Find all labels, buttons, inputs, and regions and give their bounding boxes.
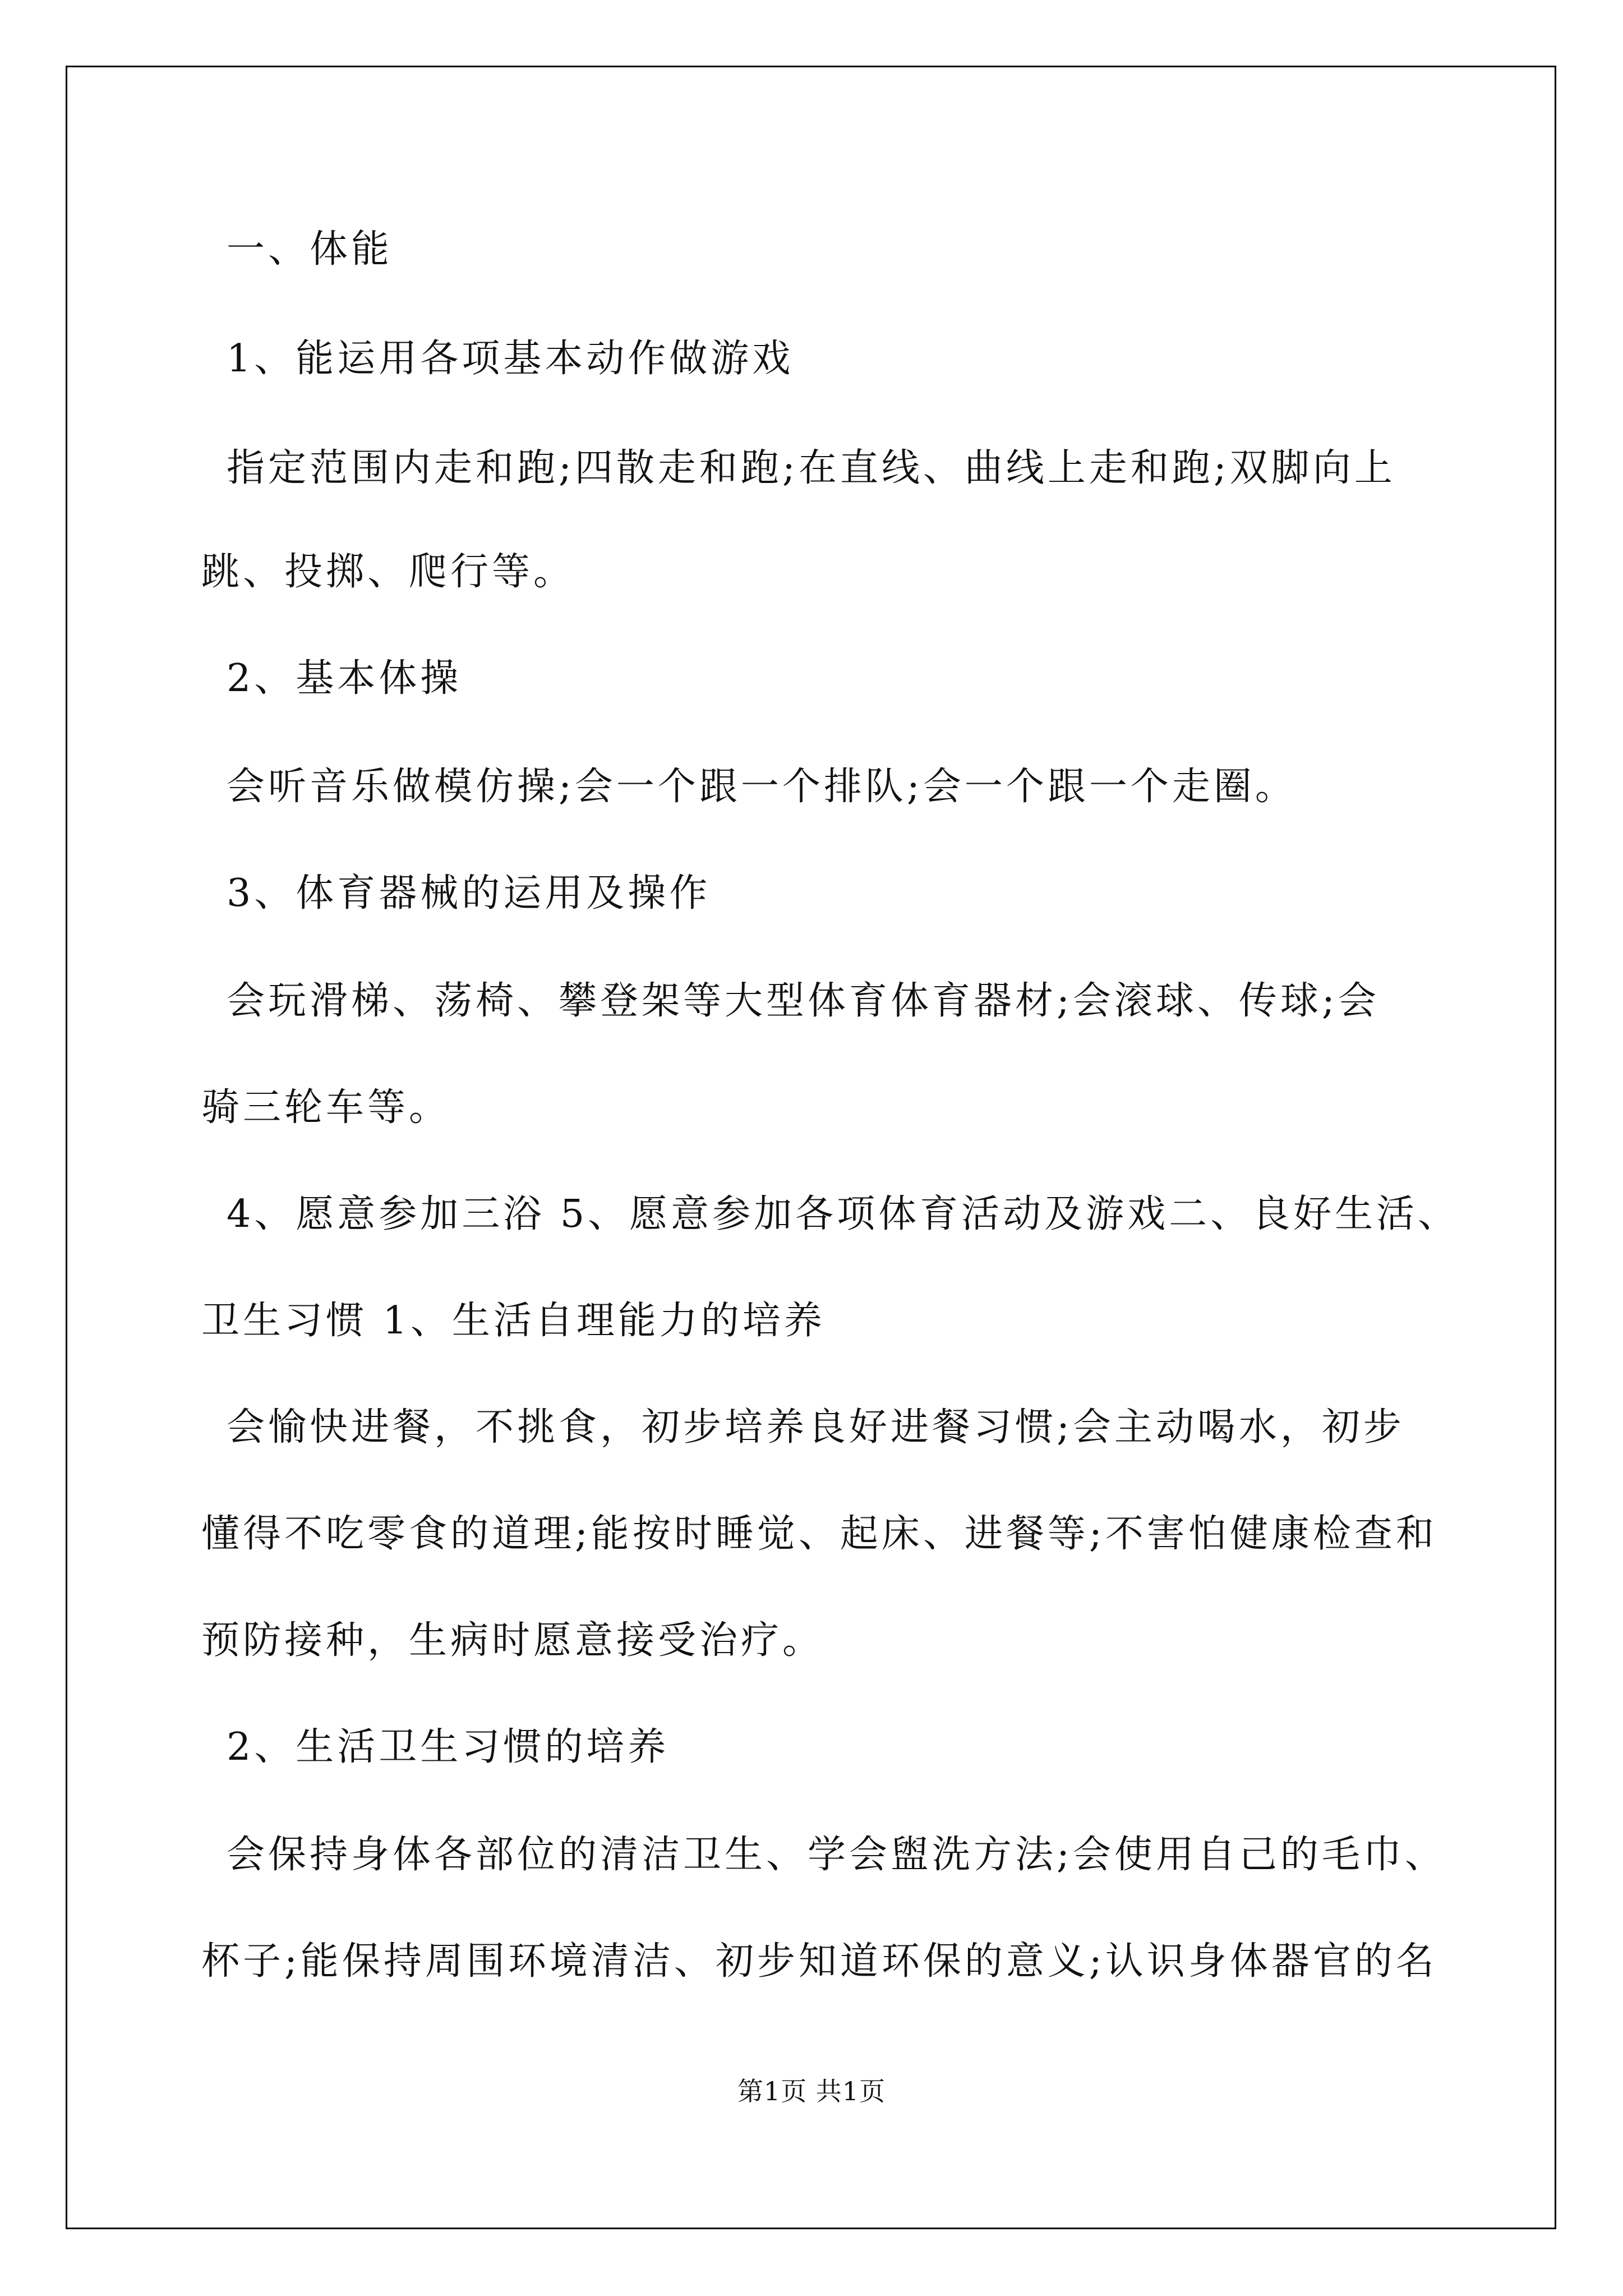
paragraph-line: 会听音乐做模仿操;会一个跟一个排队;会一个跟一个走圈。: [227, 765, 1297, 809]
paragraph-line: 跳、投掷、爬行等。: [201, 550, 575, 594]
page-border: [66, 66, 1556, 2229]
paragraph-line: 骑三轮车等。: [201, 1085, 451, 1130]
subheading-basic-gymnastics: 2、基本体操: [227, 656, 462, 701]
paragraph-line: 懂得不吃零食的道理;能按时睡觉、起床、进餐等;不害怕健康检查和: [201, 1512, 1437, 1556]
paragraph-line: 会保持身体各部位的清洁卫生、学会盥洗方法;会使用自己的毛巾、: [227, 1833, 1446, 1877]
subheading-hygiene-habits: 2、生活卫生习惯的培养: [227, 1725, 670, 1769]
paragraph-line: 会玩滑梯、荡椅、攀登架等大型体育体育器材;会滚球、传球;会: [227, 979, 1380, 1023]
heading-physical: 一、体能: [227, 227, 393, 272]
paragraph-line: 卫生习惯 1、生活自理能力的培养: [201, 1299, 826, 1343]
subheading-sports-equipment: 3、体育器械的运用及操作: [227, 871, 711, 915]
subheading-basic-movements: 1、能运用各项基本动作做游戏: [227, 337, 794, 381]
paragraph-line: 会愉快进餐，不挑食，初步培养良好进餐习惯;会主动喝水，初步: [227, 1405, 1405, 1450]
paragraph-line: 杯子;能保持周围环境清洁、初步知道环保的意义;认识身体器官的名: [201, 1939, 1437, 1984]
page-footer: 第1页 共1页: [737, 2076, 886, 2106]
paragraph-line: 指定范围内走和跑;四散走和跑;在直线、曲线上走和跑;双脚向上: [227, 446, 1396, 490]
paragraph-line: 4、愿意参加三浴 5、愿意参加各项体育活动及游戏二、良好生活、: [227, 1192, 1460, 1236]
paragraph-line: 预防接种，生病时愿意接受治疗。: [201, 1618, 824, 1663]
